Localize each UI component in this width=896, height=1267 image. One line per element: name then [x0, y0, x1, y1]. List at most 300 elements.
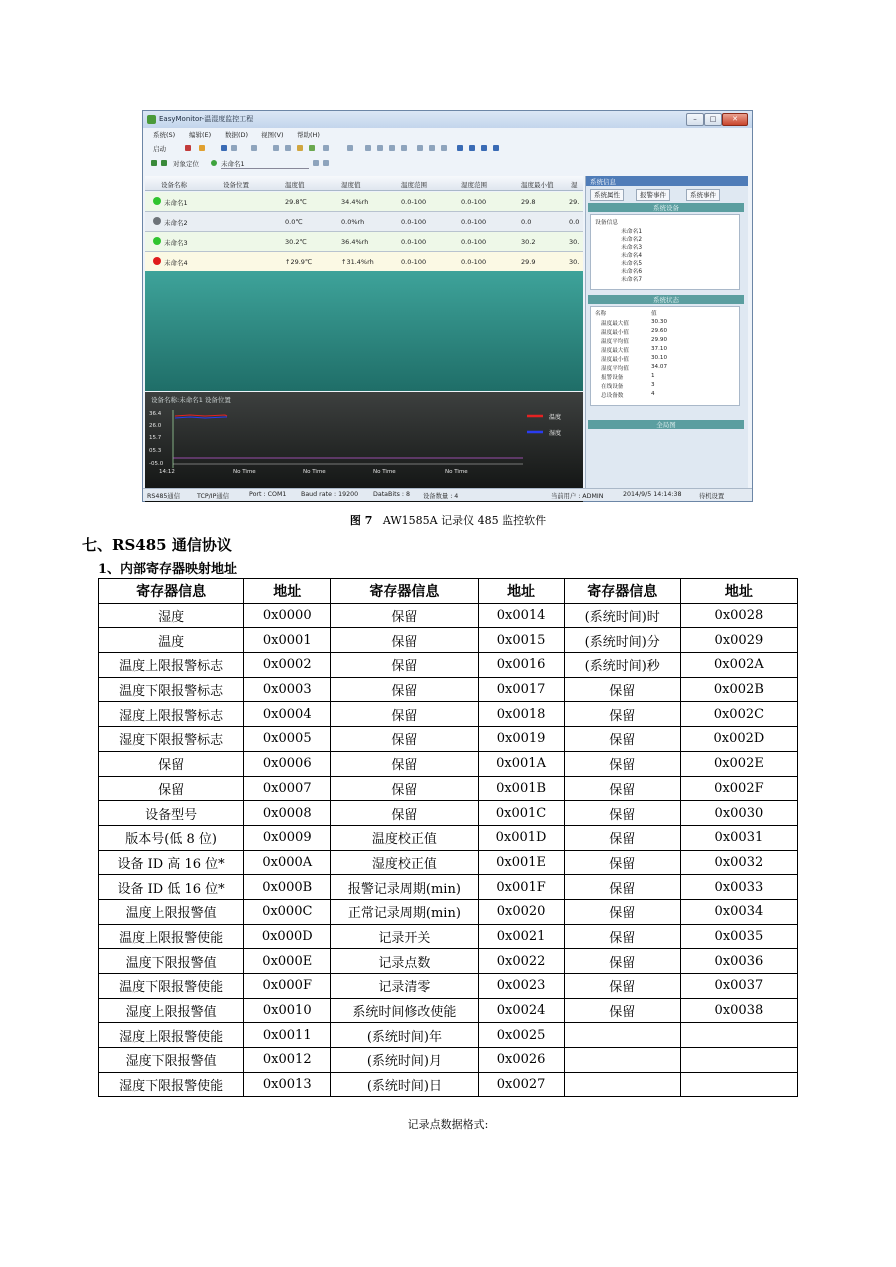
legend-temp-label: 温度 — [549, 414, 562, 421]
rewind-icon[interactable] — [161, 160, 167, 166]
table-row — [99, 727, 798, 752]
register-address-cell: 0x0016 — [478, 653, 564, 678]
panel-title: 系统信息 — [590, 178, 616, 186]
device-row[interactable] — [145, 192, 583, 212]
header-cell: 地址 — [680, 579, 797, 604]
menu-edit[interactable]: 编辑(E) — [189, 131, 212, 139]
register-name-cell: (系统时间)秒 — [564, 653, 680, 678]
chart-header: 设备名称:未命名1 设备位置 — [151, 396, 231, 404]
col-device-location[interactable]: 设备位置 — [223, 181, 249, 189]
device-name: 未命名2 — [164, 219, 188, 227]
register-address-cell: 0x001D — [478, 825, 564, 850]
device-name: 未命名4 — [164, 259, 188, 267]
databits-status: DataBits : 8 — [373, 491, 410, 498]
device-grid — [145, 176, 583, 506]
col-temp-min[interactable]: 温度最小值 — [521, 181, 554, 189]
y-tick: 36.4 — [149, 411, 162, 417]
temp-value: 30.2℃ — [285, 238, 307, 246]
register-address-cell: 0x0001 — [244, 628, 331, 653]
register-address-cell: 0x0027 — [478, 1072, 564, 1097]
register-address-cell: 0x0026 — [478, 1048, 564, 1073]
trend-chart — [145, 392, 583, 502]
minimize-button[interactable]: – — [686, 113, 704, 126]
start-label[interactable]: 启动 — [153, 145, 166, 153]
temp-range: 0.0-100 — [401, 198, 427, 206]
table-row — [99, 1072, 798, 1097]
system-info-panel — [585, 176, 748, 488]
register-address-cell: 0x0035 — [680, 924, 797, 949]
legend-hum-label: 湿度 — [549, 430, 562, 437]
temp-value: 29.8℃ — [285, 198, 307, 206]
table-row — [99, 628, 798, 653]
hum-range: 0.0-100 — [461, 198, 487, 206]
register-address-cell: 0x0012 — [244, 1048, 331, 1073]
col-temp-range[interactable]: 温度范围 — [401, 181, 427, 189]
col-humidity[interactable]: 湿度值 — [341, 181, 361, 189]
tree-item[interactable]: 未命名6 — [621, 269, 643, 275]
register-address-cell: 0x0024 — [478, 998, 564, 1023]
locate-label: 对象定位 — [173, 160, 199, 168]
hum-range: 0.0-100 — [461, 218, 487, 226]
register-name-cell: 保留 — [99, 776, 244, 801]
status-name: 报警设备 — [601, 375, 624, 381]
temp-value: ↑29.9℃ — [285, 258, 313, 266]
table-header-row — [99, 579, 798, 604]
register-name-cell — [564, 1023, 680, 1048]
register-address-cell: 0x0013 — [244, 1072, 331, 1097]
tree-root[interactable]: 设备信息 — [595, 220, 619, 226]
tree-item[interactable]: 未命名5 — [621, 261, 643, 267]
table-row — [99, 776, 798, 801]
register-name-cell: 保留 — [564, 850, 680, 875]
table-row — [99, 603, 798, 628]
register-name-cell: 正常记录周期(min) — [331, 899, 478, 924]
device-row[interactable] — [145, 212, 583, 232]
register-address-cell: 0x0006 — [244, 751, 331, 776]
zoom-icon[interactable] — [273, 145, 279, 151]
temp-min: 0.0 — [521, 218, 532, 226]
register-address-cell: 0x0011 — [244, 1023, 331, 1048]
status-dot-icon — [153, 217, 161, 225]
register-name-cell: 保留 — [564, 801, 680, 826]
register-address-cell — [680, 1048, 797, 1073]
tree-item[interactable]: 未命名4 — [621, 253, 643, 259]
register-address-cell: 0x0033 — [680, 875, 797, 900]
status-name: 在线设备 — [601, 384, 624, 390]
tree-item[interactable]: 未命名2 — [621, 237, 643, 243]
edit-icon[interactable] — [323, 160, 329, 166]
device-status-icon — [211, 160, 217, 166]
datetime-status: 2014/9/5 14:14:38 — [623, 491, 682, 498]
device-row[interactable] — [145, 252, 583, 272]
register-address-cell: 0x0017 — [478, 677, 564, 702]
register-address-cell: 0x0015 — [478, 628, 564, 653]
register-name-cell: 保留 — [331, 727, 478, 752]
register-name-cell: 保留 — [564, 776, 680, 801]
register-name-cell: 系统时间修改使能 — [331, 998, 478, 1023]
status-name: 湿度最大值 — [601, 348, 629, 354]
align-bottom-icon[interactable] — [401, 145, 407, 151]
status-bar — [143, 488, 752, 501]
register-name-cell: 保留 — [564, 751, 680, 776]
temp-range: 0.0-100 — [401, 218, 427, 226]
layout-icon[interactable] — [441, 145, 447, 151]
register-name-cell: (系统时间)日 — [331, 1072, 478, 1097]
register-name-cell: 温度上限报警值 — [99, 899, 244, 924]
table-row — [99, 702, 798, 727]
register-address-cell: 0x002F — [680, 776, 797, 801]
register-name-cell: 湿度上限报警使能 — [99, 1023, 244, 1048]
register-name-cell — [564, 1072, 680, 1097]
humidity-series-line — [175, 417, 227, 418]
register-address-cell: 0x0019 — [478, 727, 564, 752]
delete-icon[interactable] — [347, 145, 353, 151]
register-address-cell: 0x0005 — [244, 727, 331, 752]
status-name: 温度平均值 — [601, 339, 629, 345]
temperature-series-line — [175, 415, 227, 416]
table-row — [99, 801, 798, 826]
register-address-cell: 0x000A — [244, 850, 331, 875]
register-name-cell: 记录开关 — [331, 924, 478, 949]
temp-value: 0.0℃ — [285, 218, 303, 226]
header-cell: 寄存器信息 — [564, 579, 680, 604]
status-col-name: 名称 — [595, 311, 607, 317]
x-tick: No Time — [445, 469, 468, 475]
y-tick: 15.7 — [149, 435, 162, 441]
chart-icon[interactable] — [309, 145, 315, 151]
device-name: 未命名3 — [164, 239, 188, 247]
register-address-cell: 0x002A — [680, 653, 797, 678]
user-icon[interactable] — [199, 145, 205, 151]
hum-value: 36.4%rh — [341, 238, 369, 246]
play-icon[interactable] — [151, 160, 157, 166]
extra-value: 29. — [569, 198, 580, 206]
register-address-cell: 0x0021 — [478, 924, 564, 949]
status-dot-icon — [153, 197, 161, 205]
register-name-cell: 温度下限报警使能 — [99, 974, 244, 999]
temp-min: 29.9 — [521, 258, 536, 266]
register-name-cell: 保留 — [564, 727, 680, 752]
register-name-cell: 保留 — [331, 801, 478, 826]
register-name-cell: 温度下限报警标志 — [99, 677, 244, 702]
x-tick: No Time — [303, 469, 326, 475]
register-address-cell: 0x0009 — [244, 825, 331, 850]
grid-icon[interactable] — [323, 145, 329, 151]
register-name-cell: 湿度校正值 — [331, 850, 478, 875]
arrow-right-icon[interactable] — [469, 145, 475, 151]
y-tick: 26.0 — [149, 423, 162, 429]
temp-range: 0.0-100 — [401, 238, 427, 246]
register-name-cell: 版本号(低 8 位) — [99, 825, 244, 850]
device-canvas — [145, 271, 583, 391]
register-address-cell: 0x000C — [244, 899, 331, 924]
status-list — [590, 306, 740, 406]
table-row — [99, 1048, 798, 1073]
register-name-cell: 温度上限报警使能 — [99, 924, 244, 949]
panel-header — [586, 176, 748, 186]
register-name-cell: 保留 — [331, 603, 478, 628]
monitor-screenshot — [142, 110, 753, 502]
col-device-name[interactable]: 设备名称 — [161, 181, 187, 189]
device-name: 未命名1 — [164, 199, 188, 207]
header-cell: 寄存器信息 — [331, 579, 478, 604]
table-row — [99, 751, 798, 776]
group-icon[interactable] — [417, 145, 423, 151]
arrow-down-icon[interactable] — [493, 145, 499, 151]
temp-min: 30.2 — [521, 238, 536, 246]
register-name-cell: 温度下限报警值 — [99, 949, 244, 974]
register-name-cell: 温度上限报警标志 — [99, 653, 244, 678]
register-name-cell: 保留 — [331, 776, 478, 801]
register-address-cell: 0x0008 — [244, 801, 331, 826]
status-section-title: 系统状态 — [588, 295, 744, 304]
register-address-cell: 0x002E — [680, 751, 797, 776]
header-cell: 寄存器信息 — [99, 579, 244, 604]
register-name-cell: (系统时间)分 — [564, 628, 680, 653]
table-row — [99, 899, 798, 924]
register-name-cell: 保留 — [564, 677, 680, 702]
register-name-cell: 保留 — [564, 924, 680, 949]
x-tick: 14:12 — [159, 469, 175, 475]
hum-value: 0.0%rh — [341, 218, 365, 226]
align-left-icon[interactable] — [365, 145, 371, 151]
register-address-cell: 0x0034 — [680, 899, 797, 924]
register-address-cell: 0x0028 — [680, 603, 797, 628]
device-row[interactable] — [145, 232, 583, 252]
register-address-cell: 0x0032 — [680, 850, 797, 875]
register-name-cell: 温度 — [99, 628, 244, 653]
register-name-cell: 设备型号 — [99, 801, 244, 826]
ungroup-icon[interactable] — [429, 145, 435, 151]
register-name-cell: 湿度 — [99, 603, 244, 628]
register-address-cell: 0x0007 — [244, 776, 331, 801]
folder-icon[interactable] — [297, 145, 303, 151]
extra-value: 0.0 — [569, 218, 580, 226]
register-address-cell: 0x001F — [478, 875, 564, 900]
tab-alarm-events[interactable]: 报警事件 — [636, 189, 670, 201]
main-toolbar — [147, 143, 752, 154]
status-value: 37.10 — [651, 346, 668, 352]
extra-value: 30. — [569, 258, 580, 266]
register-address-cell: 0x002D — [680, 727, 797, 752]
menu-help[interactable]: 帮助(H) — [297, 131, 320, 139]
register-address-cell: 0x0014 — [478, 603, 564, 628]
register-name-cell: 保留 — [564, 949, 680, 974]
register-address-cell: 0x0030 — [680, 801, 797, 826]
hum-value: ↑31.4%rh — [341, 258, 374, 266]
status-name: 温度最小值 — [601, 330, 629, 336]
table-row — [99, 974, 798, 999]
col-extra[interactable]: 湿 — [571, 181, 578, 189]
locate-select[interactable]: 未命名1 — [221, 159, 309, 169]
register-name-cell: 保留 — [564, 998, 680, 1023]
register-address-cell: 0x002B — [680, 677, 797, 702]
status-name: 总设备数 — [601, 393, 624, 399]
register-name-cell: 保留 — [564, 899, 680, 924]
status-name: 温度最大值 — [601, 321, 629, 327]
register-address-cell: 0x002C — [680, 702, 797, 727]
find-icon[interactable] — [313, 160, 319, 166]
status-value: 3 — [651, 382, 655, 388]
settings-icon[interactable] — [285, 145, 291, 151]
register-name-cell: (系统时间)年 — [331, 1023, 478, 1048]
locate-toolbar — [147, 158, 752, 169]
table-row — [99, 1023, 798, 1048]
register-name-cell: 保留 — [331, 751, 478, 776]
alarm-setting[interactable]: 待机设置 — [699, 493, 725, 500]
register-name-cell: (系统时间)月 — [331, 1048, 478, 1073]
register-address-cell: 0x000B — [244, 875, 331, 900]
col-temperature[interactable]: 温度值 — [285, 181, 305, 189]
register-name-cell: 报警记录周期(min) — [331, 875, 478, 900]
register-name-cell: 保留 — [99, 751, 244, 776]
register-name-cell: 湿度下限报警值 — [99, 1048, 244, 1073]
status-value: 30.30 — [651, 319, 668, 325]
register-name-cell: 保留 — [331, 677, 478, 702]
register-name-cell: 保留 — [564, 974, 680, 999]
register-address-cell: 0x0023 — [478, 974, 564, 999]
register-name-cell: 保留 — [564, 875, 680, 900]
extra-value: 30. — [569, 238, 580, 246]
table-row — [99, 825, 798, 850]
copy-icon[interactable] — [251, 145, 257, 151]
header-cell: 地址 — [478, 579, 564, 604]
register-name-cell: 湿度上限报警值 — [99, 998, 244, 1023]
port-status: Port : COM1 — [249, 491, 287, 498]
caption-label: 图 7 — [349, 514, 373, 527]
tab-system-events[interactable]: 系统事件 — [686, 189, 720, 201]
register-address-cell: 0x001A — [478, 751, 564, 776]
menu-data[interactable]: 数据(D) — [225, 131, 249, 139]
figure-caption — [0, 512, 896, 528]
register-address-cell: 0x001E — [478, 850, 564, 875]
register-address-cell: 0x0018 — [478, 702, 564, 727]
register-name-cell: 湿度下限报警标志 — [99, 727, 244, 752]
tree-item[interactable]: 未命名7 — [621, 277, 643, 283]
register-name-cell: 温度校正值 — [331, 825, 478, 850]
table-row — [99, 653, 798, 678]
table-row — [99, 875, 798, 900]
register-name-cell — [564, 1048, 680, 1073]
status-value: 30.10 — [651, 355, 668, 361]
trend-plot — [145, 392, 583, 502]
hum-value: 34.4%rh — [341, 198, 369, 206]
register-address-cell: 0x000D — [244, 924, 331, 949]
register-address-cell: 0x001C — [478, 801, 564, 826]
register-address-cell: 0x0020 — [478, 899, 564, 924]
tree-item[interactable]: 未命名3 — [621, 245, 643, 251]
register-name-cell: 保留 — [331, 702, 478, 727]
save-icon[interactable] — [221, 145, 227, 151]
register-address-cell: 0x000E — [244, 949, 331, 974]
arrow-up-icon[interactable] — [481, 145, 487, 151]
align-top-icon[interactable] — [389, 145, 395, 151]
header-cell: 地址 — [244, 579, 331, 604]
footer-text: 记录点数据格式: — [407, 1118, 489, 1131]
tab-system-properties[interactable]: 系统属性 — [590, 189, 624, 201]
hum-range: 0.0-100 — [461, 258, 487, 266]
menu-view[interactable]: 视图(V) — [261, 131, 284, 139]
register-address-cell: 0x0000 — [244, 603, 331, 628]
baud-status: Baud rate : 19200 — [301, 491, 359, 498]
status-value: 29.90 — [651, 337, 668, 343]
status-dot-icon — [153, 257, 161, 265]
table-row — [99, 924, 798, 949]
close-button[interactable]: ✕ — [722, 113, 748, 126]
tree-item[interactable]: 未命名1 — [621, 229, 643, 235]
register-address-cell: 0x0038 — [680, 998, 797, 1023]
table-row — [99, 998, 798, 1023]
tcpip-status: TCP/IP通信 — [197, 493, 230, 500]
grid-header — [145, 176, 583, 191]
arrow-left-icon[interactable] — [457, 145, 463, 151]
table-row — [99, 949, 798, 974]
register-name-cell: 保留 — [564, 702, 680, 727]
register-name-cell: 保留 — [331, 653, 478, 678]
register-name-cell: 湿度下限报警使能 — [99, 1072, 244, 1097]
device-tree — [590, 214, 740, 290]
title-bar — [143, 111, 752, 128]
x-tick: No Time — [373, 469, 396, 475]
section-heading: 七、RS485 通信协议 — [82, 536, 232, 554]
hum-range: 0.0-100 — [461, 238, 487, 246]
status-value: 4 — [651, 391, 655, 397]
register-address-cell — [680, 1072, 797, 1097]
col-hum-range[interactable]: 湿度范围 — [461, 181, 487, 189]
register-address-cell: 0x001B — [478, 776, 564, 801]
register-name-cell: 设备 ID 低 16 位* — [99, 875, 244, 900]
maximize-button[interactable]: □ — [704, 113, 722, 126]
stop-icon[interactable] — [185, 145, 191, 151]
temp-min: 29.8 — [521, 198, 536, 206]
register-name-cell: 记录点数 — [331, 949, 478, 974]
status-col-value: 值 — [651, 311, 657, 317]
register-address-cell — [680, 1023, 797, 1048]
rs485-status: RS485通信 — [147, 493, 180, 500]
app-icon — [147, 115, 156, 124]
status-value: 29.60 — [651, 328, 668, 334]
devices-section-title: 系统设备 — [588, 203, 744, 212]
print-icon[interactable] — [231, 145, 237, 151]
register-name-cell: 记录清零 — [331, 974, 478, 999]
register-address-cell: 0x0037 — [680, 974, 797, 999]
register-name-cell: 湿度上限报警标志 — [99, 702, 244, 727]
register-name-cell: (系统时间)时 — [564, 603, 680, 628]
register-address-cell: 0x0029 — [680, 628, 797, 653]
register-address-cell: 0x0010 — [244, 998, 331, 1023]
caption-text: AW1585A 记录仪 485 监控软件 — [382, 514, 547, 527]
status-value: 34.07 — [651, 364, 668, 370]
table-row — [99, 677, 798, 702]
overview-section-title: 全局图 — [588, 420, 744, 429]
register-name-cell: 保留 — [331, 628, 478, 653]
status-name: 湿度最小值 — [601, 357, 629, 363]
menu-system[interactable]: 系统(S) — [153, 131, 176, 139]
align-right-icon[interactable] — [377, 145, 383, 151]
x-tick: No Time — [233, 469, 256, 475]
status-value: 1 — [651, 373, 655, 379]
y-tick: 05.3 — [149, 448, 162, 454]
status-name: 湿度平均值 — [601, 366, 629, 372]
register-address-cell: 0x0002 — [244, 653, 331, 678]
register-address-cell: 0x0003 — [244, 677, 331, 702]
subsection-heading: 1、内部寄存器映射地址 — [98, 562, 238, 577]
register-address-cell: 0x0031 — [680, 825, 797, 850]
y-tick: -05.0 — [149, 461, 164, 467]
register-name-cell: 设备 ID 高 16 位* — [99, 850, 244, 875]
menu-bar — [143, 129, 752, 140]
register-address-cell: 0x0022 — [478, 949, 564, 974]
